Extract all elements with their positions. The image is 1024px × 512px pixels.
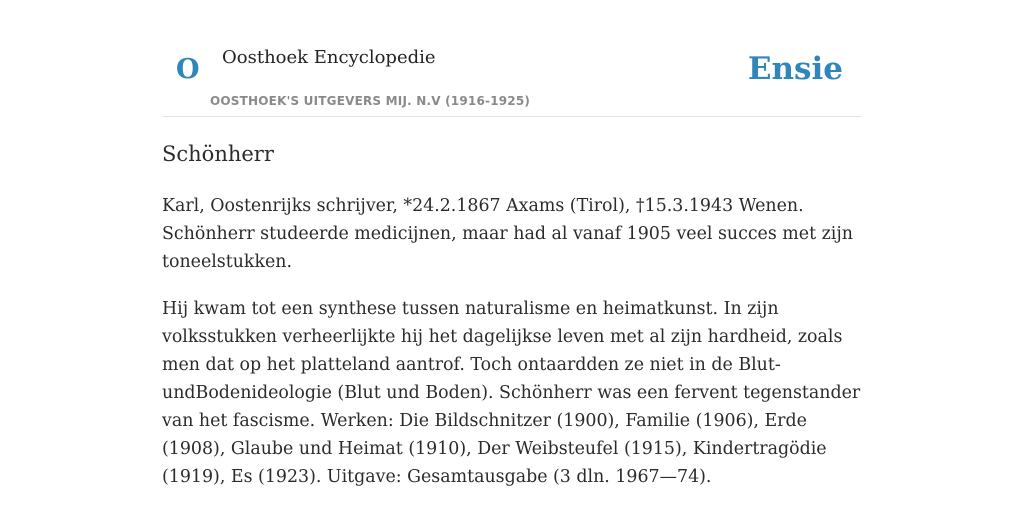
publisher-label: OOSTHOEK'S UITGEVERS MIJ. N.V (1916-1925) [210, 94, 531, 108]
entry-body [162, 192, 872, 510]
site-title[interactable]: Oosthoek Encyclopedie [222, 47, 436, 68]
site-header [162, 0, 862, 117]
entry-title: Schönherr [162, 142, 274, 166]
entry-paragraph: Karl, Oostenrijks schrijver, *24.2.1867 Axams (Tirol), †15.3.1943 Wenen. Schönherr studeerde medicijnen, maar had al vanaf 1905 veel succes met zijn toneelstukken. [162, 196, 853, 272]
entry-paragraph: Hij kwam tot een synthese tussen naturalisme en heimatkunst. In zijn volksstukken verheerlijkte hij het dagelijkse leven met al zijn hardheid, zoals men dat op het platteland aantrof. Toch ontaardden ze niet in de Blut-undBodenideologie (Blut und Boden). Schönherr was een fervent tegenstander van het fascisme. Werken: Die Bildschnitzer (1900), Familie (1906), Erde (1908), Glaube und Heimat (1910), Der Weibsteufel (1915), Kindertragödie (1919), Es (1923). Uitgave: Gesamtausgabe (3 dln. 1967—74). [162, 299, 861, 487]
logo-icon[interactable]: O [176, 54, 200, 85]
brand-logo[interactable]: Ensie [747, 51, 843, 87]
